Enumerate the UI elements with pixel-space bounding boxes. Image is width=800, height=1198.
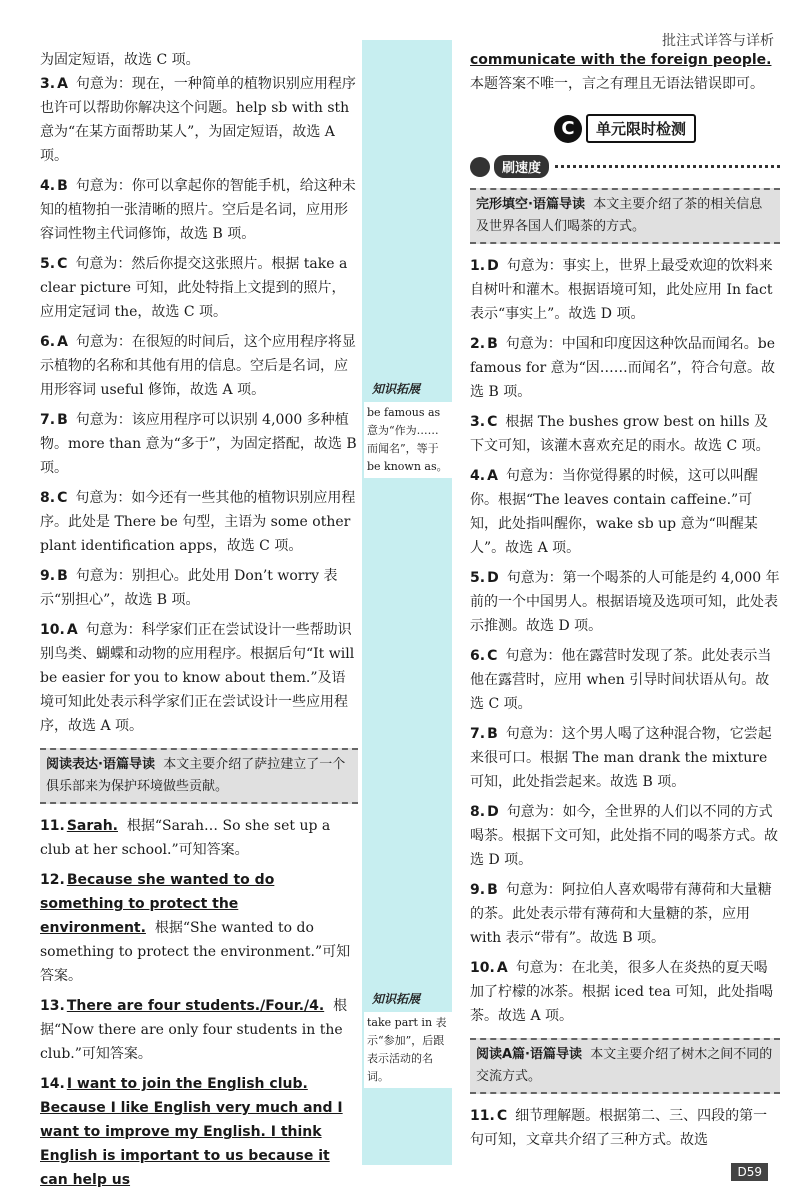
item-answer: D — [487, 804, 499, 820]
guide-title: 阅读A篇·语篇导读 — [476, 1047, 582, 1062]
answer-item — [470, 878, 780, 950]
item-number: 13. — [40, 998, 65, 1014]
section-badge: C — [554, 115, 582, 143]
item-number: 8. — [470, 804, 486, 820]
section-title-text: 单元限时检测 — [586, 114, 696, 143]
speed-header — [470, 155, 780, 178]
answer-item — [40, 994, 358, 1066]
item-text: 句意为：如今，全世界的人们以不同的方式喝茶。根据下文可知，此处指不同的喝茶方式。故选 D 项。 — [470, 804, 778, 868]
item-answer: B — [57, 178, 68, 194]
answer-item — [40, 174, 358, 246]
item-answer: C — [487, 414, 498, 430]
item-text: 句意为：当你觉得累的时候，这可以叫醒你。根据“The leaves contain caffeine.”可知，此处指叫醒你，wake sb up 意为“叫醒某人”。故选 A 项。 — [470, 468, 758, 556]
item-number: 14. — [40, 1076, 65, 1092]
item-number: 3. — [470, 414, 486, 430]
note-2: take part in 表示“参加”，后跟表示活动的名词。 — [364, 1012, 452, 1088]
answer-item — [40, 486, 358, 558]
speed-label: 刷速度 — [494, 155, 549, 178]
item-number: 7. — [470, 726, 486, 742]
answer-item — [40, 408, 358, 480]
item-number: 5. — [470, 570, 486, 586]
guide-text: 本文主要介绍了茶的相关信息及世界各国人们喝茶的方式。 — [476, 197, 763, 234]
answer-item — [40, 330, 358, 402]
item-text: 句意为：第一个喝茶的人可能是约 4,000 年前的一个中国男人。根据语境及选项可知，此处表示推测。故选 D 项。 — [470, 570, 780, 634]
item-text: 句意为：你可以拿起你的智能手机，给这种未知的植物拍一张清晰的照片。空后是名词，应用形容词性物主代词修饰，故选 B 项。 — [40, 178, 356, 242]
item-answer: B — [487, 882, 498, 898]
section-title — [470, 114, 780, 143]
guide-text: 本文主要介绍了树木之间不同的交流方式。 — [476, 1047, 773, 1084]
item-text: 句意为：阿拉伯人喜欢喝带有薄荷和大量糖的茶。此处表示带有薄荷和大量糖的茶，应用 with 表示“带有”。故选 B 项。 — [470, 882, 772, 946]
note-label-2: 知识拓展 — [372, 992, 421, 1006]
item-text: 根据“She wanted to do something to protect the environment.”可知答案。 — [40, 920, 351, 984]
item-text: 句意为：在很短的时间后，这个应用程序将显示植物的名称和其他有用的信息。空后是名词，应用形容词 useful 修饰，故选 A 项。 — [40, 334, 356, 398]
item-text: 根据 The bushes grow best on hills 及下文可知，该灌木喜欢充足的雨水。故选 C 项。 — [470, 414, 770, 454]
item-number: 8. — [40, 490, 56, 506]
item-number: 3. — [40, 76, 56, 92]
item-text: 句意为：然后你提交这张照片。根据 take a clear picture 可知，此处特指上文提到的照片，应用定冠词 the，故选 C 项。 — [40, 256, 348, 320]
answer-item — [470, 956, 780, 1028]
item-text: 句意为：现在，一种简单的植物识别应用程序也许可以帮助你解决这个问题。help sb with sth 意为“在某方面帮助某人”，为固定短语，故选 A 项。 — [40, 76, 356, 164]
item-answer: C — [57, 490, 68, 506]
answer-item — [470, 722, 780, 794]
item-answer: Because she wanted to do something to protect the environment. — [40, 872, 275, 936]
item-number: 2. — [470, 336, 486, 352]
item-text: 根据“Sarah… So she set up a club at her school.”可知答案。 — [40, 818, 331, 858]
speed-icon — [470, 157, 490, 177]
item-text: 细节理解题。根据第二、三、四段的第一句可知，文章共介绍了三种方式。故选 — [470, 1108, 768, 1148]
answer-item — [470, 332, 780, 404]
item-answer: B — [487, 336, 498, 352]
item-number: 5. — [40, 256, 56, 272]
item-answer: B — [57, 568, 68, 584]
item-answer: A — [66, 622, 78, 638]
item-number: 10. — [40, 622, 65, 638]
answer-item — [470, 800, 780, 872]
item-number: 1. — [470, 258, 486, 274]
item-text: 句意为：科学家们正在尝试设计一些帮助识别鸟类、蝴蝶和动物的应用程序。根据后句“It will be easier for you to know about them.”及语境可知此处表示科学家们正在尝试设计一些应用程序，故选 A 项。 — [40, 622, 355, 734]
item-number: 11. — [470, 1108, 495, 1124]
item-answer: C — [496, 1108, 508, 1124]
item-text: 句意为：事实上，世界上最受欢迎的饮料来自树叶和灌木。根据语境可知，此处应用 In fact 表示“事实上”。故选 D 项。 — [470, 258, 773, 322]
cloze-guide-box — [470, 188, 780, 244]
item-number: 11. — [40, 818, 65, 834]
item-text: 句意为：别担心。此处用 Don’t worry 表示“别担心”，故选 B 项。 — [40, 568, 338, 608]
item-number: 4. — [40, 178, 56, 194]
answer-item — [470, 566, 780, 638]
item-text: 句意为：该应用程序可以识别 4,000 多种植物。more than 意为“多于”，为固定搭配，故选 B 项。 — [40, 412, 357, 476]
answer-item — [470, 1104, 780, 1152]
answer-item — [40, 814, 358, 862]
item-number: 9. — [40, 568, 56, 584]
note-1: be famous as 意为“作为……而闻名”，等于 be known as。 — [364, 402, 452, 478]
answer-item — [40, 72, 358, 168]
item-text: 句意为：如今还有一些其他的植物识别应用程序。此处是 There be 句型，主语为 some other plant identification apps，故选 C 项。 — [40, 490, 356, 554]
intro-text: 为固定短语，故选 C 项。 — [40, 52, 200, 68]
item-number: 6. — [470, 648, 486, 664]
note-label-1: 知识拓展 — [372, 382, 421, 396]
item-number: 7. — [40, 412, 56, 428]
item-text: 句意为：他在露营时发现了茶。此处表示当他在露营时，应用 when 引导时间状语从句。故选 C 项。 — [470, 648, 772, 712]
item-answer: D — [487, 258, 499, 274]
guide-text: 本文主要介绍了萨拉建立了一个俱乐部来为保护环境做些贡献。 — [46, 757, 346, 794]
left-column — [40, 48, 358, 1198]
item-answer: D — [487, 570, 499, 586]
item-number: 12. — [40, 872, 65, 888]
item-text: 句意为：这个男人喝了这种混合物，它尝起来很可口。根据 The man drank the mixture 可知，此处指尝起来。故选 B 项。 — [470, 726, 772, 790]
continued-answer-text: communicate with the foreign people. — [470, 52, 772, 68]
item-answer: There are four students./Four./4. — [66, 998, 325, 1014]
item-answer: A — [496, 960, 508, 976]
right-column — [470, 48, 780, 1158]
answer-item — [40, 564, 358, 612]
item-number: 9. — [470, 882, 486, 898]
answer-item — [470, 410, 780, 458]
item-answer: C — [487, 648, 498, 664]
item-answer: A — [57, 76, 68, 92]
item-number: 6. — [40, 334, 56, 350]
item-number: 4. — [470, 468, 486, 484]
item-answer: B — [487, 726, 498, 742]
dotted-divider — [555, 165, 780, 168]
item-answer: Sarah. — [66, 818, 118, 834]
item-text: 句意为：中国和印度因这种饮品而闻名。be famous for 意为“因……而闻名”，符合句意。故选 B 项。 — [470, 336, 775, 400]
reading-a-guide-box — [470, 1038, 780, 1094]
guide-title: 完形填空·语篇导读 — [476, 197, 585, 212]
answer-item — [40, 868, 358, 988]
item-answer: B — [57, 412, 68, 428]
answer-item — [40, 618, 358, 738]
item-text: 句意为：在北美，很多人在炎热的夏天喝加了柠檬的冰茶。根据 iced tea 可知，此处指喝茶。故选 A 项。 — [470, 960, 774, 1024]
page-number: D59 — [731, 1163, 768, 1181]
continued-answer — [470, 48, 780, 72]
item-answer: I want to join the English club. Because I like English very much and I want to improve my English. I think English is important to us because it can help us — [40, 1076, 343, 1188]
answer-item — [40, 252, 358, 324]
item-number: 10. — [470, 960, 495, 976]
answer-item — [470, 644, 780, 716]
reading-guide-box — [40, 748, 358, 804]
answer-item — [470, 464, 780, 560]
item-answer: A — [57, 334, 68, 350]
page-header: 批注式详答与详析 — [662, 33, 774, 49]
guide-title: 阅读表达·语篇导读 — [46, 757, 155, 772]
answer-item — [470, 254, 780, 326]
answer-item — [40, 1072, 358, 1192]
item-answer: A — [487, 468, 498, 484]
continued-note: 本题答案不唯一，言之有理且无语法错误即可。 — [470, 76, 764, 92]
item-answer: C — [57, 256, 68, 272]
item-text: 根据“Now there are only four students in the club.”可知答案。 — [40, 998, 348, 1062]
